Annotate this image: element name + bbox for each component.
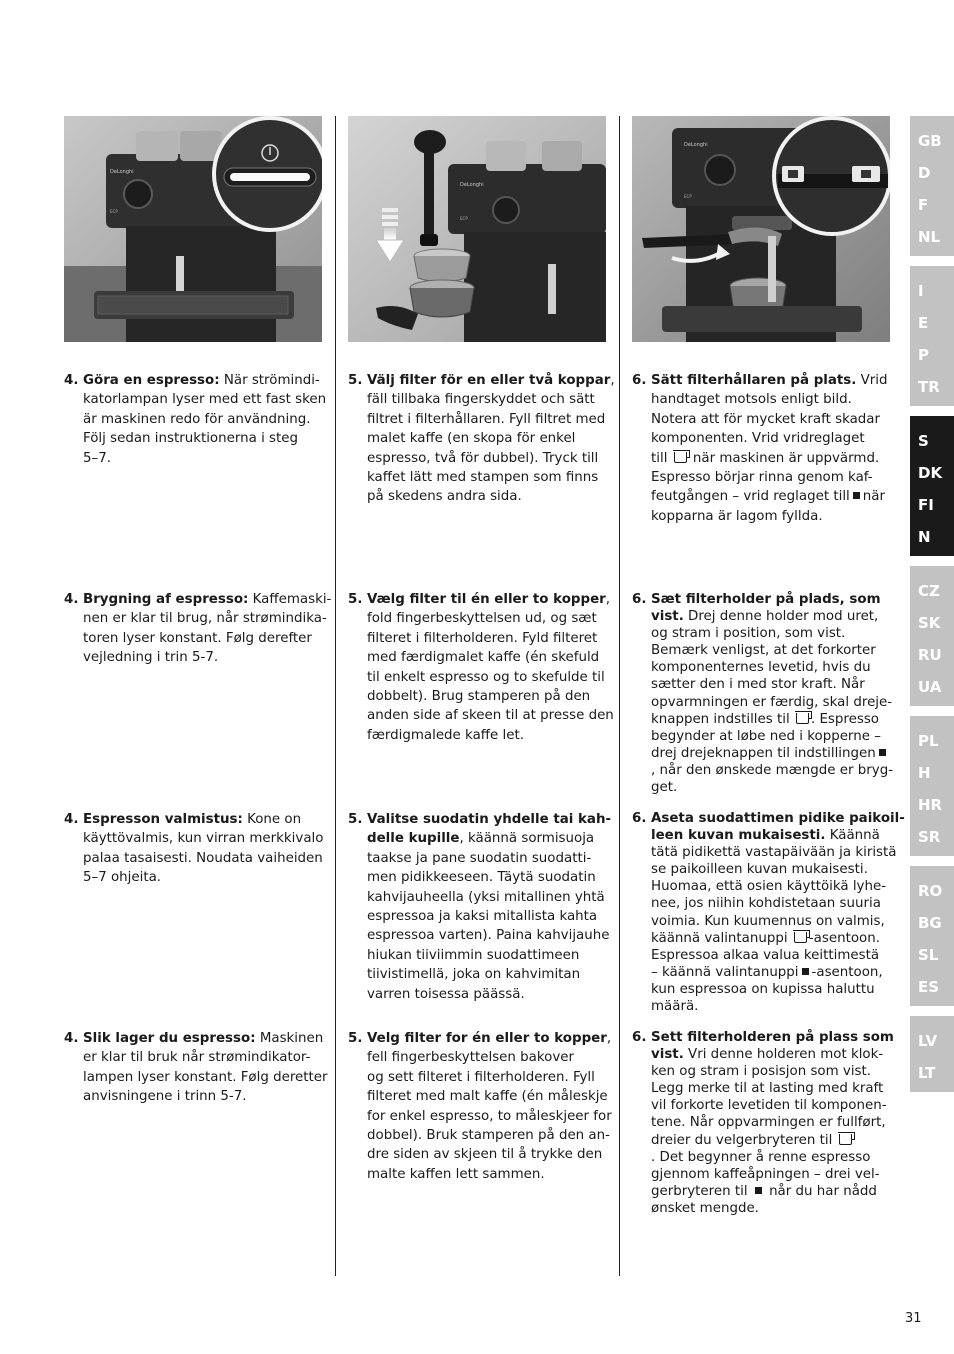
language-group — [910, 116, 954, 256]
text-run: – käännä valintanuppi — [651, 964, 799, 980]
text-run: begynder at løbe ned i kopperne – — [651, 728, 881, 744]
text-run: när maskinen är uppvärmd. — [688, 450, 880, 466]
text-run: get. — [651, 780, 678, 796]
text-line — [367, 810, 616, 829]
text-run: dobbelt). Brug stamperen på den — [367, 689, 591, 705]
coffee-cup-icon — [839, 1134, 852, 1145]
text-line — [83, 829, 332, 848]
text-run: Bemærk venligst, at det forkorter — [651, 643, 876, 659]
text-run: , — [605, 592, 611, 607]
text-line — [367, 609, 616, 628]
language-tab-p[interactable]: P — [918, 346, 929, 364]
step-number: 5. — [348, 1031, 363, 1046]
step4-photo — [64, 116, 322, 342]
step6-photo-brand: DeLonghi — [684, 142, 708, 148]
text-run: 5–7. — [83, 450, 111, 466]
step-5-fi — [348, 810, 616, 1004]
text-line — [83, 390, 332, 409]
text-line — [651, 507, 904, 526]
text-run: . Det begynner å renne espresso — [651, 1149, 871, 1165]
text-run: malte kaffen lett sammen. — [367, 1166, 545, 1182]
language-tab-lv[interactable]: LV — [918, 1032, 938, 1050]
bold-text: Sätt filterhållaren på plats. — [651, 373, 857, 388]
text-run: varren toisessa päässä. — [367, 986, 525, 1002]
language-tab-f[interactable]: F — [918, 196, 929, 214]
language-tab-ru[interactable]: RU — [918, 646, 942, 664]
text-run: lampen lyser konstant. Følg deretter — [83, 1069, 328, 1085]
bold-text: leen kuvan mukaisesti. — [651, 828, 826, 844]
text-run: När strömindi- — [219, 373, 320, 388]
text-run: dre siden av skjeen til å trykke den — [367, 1147, 603, 1163]
text-line — [367, 926, 616, 945]
text-run: kopparna är lagom fyllda. — [651, 508, 823, 524]
text-line — [367, 668, 616, 687]
language-group — [910, 1016, 954, 1092]
text-run: är maskinen redo för användning. — [83, 411, 311, 427]
step-6-fi — [632, 810, 904, 1015]
text-run: -asentoon, — [811, 964, 883, 980]
text-line — [83, 1029, 332, 1048]
text-run: fäll tillbaka fingerskyddet och sätt — [367, 392, 595, 408]
bold-text: Espresson valmistus: — [83, 812, 243, 827]
step-6-da — [632, 591, 904, 796]
text-run: Legg merke til at lasting med kraft — [651, 1081, 884, 1097]
text-line — [651, 449, 904, 468]
text-run: Kaffemaski- — [248, 592, 332, 607]
text-run: taakse ja pane suodatin suodatti- — [367, 850, 592, 866]
text-run: fold fingerbeskyttelsen ud, og sæt — [367, 611, 597, 627]
text-run: fell fingerbeskyttelsen bakover — [367, 1050, 574, 1066]
text-line — [651, 1029, 904, 1046]
text-line — [651, 429, 904, 448]
text-line — [651, 930, 904, 947]
text-line — [651, 1132, 904, 1149]
step-number: 6. — [632, 373, 647, 388]
text-line — [651, 779, 904, 796]
text-run: Notera att för mycket kraft skadar — [651, 411, 881, 427]
step5-photo — [348, 116, 606, 342]
text-line — [651, 913, 904, 930]
bold-text: Velg filter for én eller to kopper — [367, 1031, 607, 1046]
text-line — [83, 590, 332, 609]
text-line — [83, 868, 332, 887]
text-run: sætter den i med stor kraft. Når — [651, 677, 865, 693]
text-line — [651, 1200, 904, 1217]
text-line — [367, 946, 616, 965]
text-run: -asentoon. — [808, 930, 880, 946]
text-line — [651, 625, 904, 642]
text-line — [367, 487, 616, 506]
text-run: . Espresso — [810, 711, 879, 727]
text-run: , — [606, 1031, 612, 1046]
text-line — [367, 687, 616, 706]
step-number: 4. — [64, 592, 79, 607]
text-run: nee, jos niihin kohdistetaan suuria — [651, 896, 881, 912]
text-line — [367, 849, 616, 868]
text-line — [651, 947, 904, 964]
text-run: espressoa ja kaksi mitallista kahta — [367, 909, 598, 925]
text-run: Espresso börjar rinna genom kaf- — [651, 470, 873, 486]
text-line — [651, 981, 904, 998]
text-run: katorlampan lyser med ett fast sken — [83, 392, 327, 408]
step-6-sv — [632, 371, 904, 526]
text-line — [651, 1114, 904, 1131]
text-run: anvisningene i trinn 5-7. — [83, 1089, 247, 1105]
text-run: Kone on — [242, 812, 302, 827]
bold-text: Vælg filter til én eller to kopper — [367, 592, 606, 607]
step-text — [83, 810, 332, 888]
text-line — [367, 1126, 616, 1145]
text-run: feutgången – vrid reglaget till — [651, 489, 850, 505]
text-line — [367, 468, 616, 487]
text-run: käännä valintanuppi — [651, 930, 792, 946]
text-run: Maskinen — [255, 1031, 324, 1046]
text-run: gerbryteren til — [651, 1183, 752, 1199]
page-number: 31 — [905, 1311, 922, 1326]
text-line — [367, 1165, 616, 1184]
language-tab-nl[interactable]: NL — [918, 228, 941, 246]
text-run: er klar til bruk når strømindikator- — [83, 1050, 311, 1066]
text-line — [83, 1087, 332, 1106]
column-divider-2 — [619, 116, 620, 1276]
text-line — [651, 694, 904, 711]
step-text — [83, 371, 332, 468]
text-line — [367, 907, 616, 926]
text-line — [367, 429, 616, 448]
bold-text: Slik lager du espresso: — [83, 1031, 256, 1046]
text-run: till — [651, 450, 672, 466]
text-line — [651, 591, 904, 608]
language-group — [910, 416, 954, 556]
text-line — [367, 410, 616, 429]
text-line — [367, 726, 616, 745]
text-run: Vri denne holderen mot klok- — [683, 1047, 884, 1063]
text-line — [651, 844, 904, 861]
text-run: kahvijauheella (yksi mitallinen yhtä — [367, 889, 605, 905]
text-run: og sett filteret i filterholderen. Fyll — [367, 1069, 595, 1085]
text-run: på skedens andra sida. — [367, 489, 522, 505]
step5-photo-brand: DeLonghi — [460, 182, 484, 188]
step-text — [367, 1029, 616, 1184]
language-group — [910, 566, 954, 706]
step-number: 4. — [64, 1031, 79, 1046]
step-number: 6. — [632, 1030, 647, 1045]
step5-photo-model: ECP — [460, 216, 468, 221]
step-text — [651, 1029, 904, 1217]
coffee-cup-icon — [674, 452, 687, 463]
language-tab-pl[interactable]: PL — [918, 732, 939, 750]
text-line — [83, 449, 332, 468]
text-line — [651, 861, 904, 878]
language-tab-lt[interactable]: LT — [918, 1064, 936, 1082]
text-line — [651, 878, 904, 895]
text-line — [651, 468, 904, 487]
text-line — [651, 998, 904, 1015]
step-4-sv — [64, 371, 332, 468]
text-run: när — [862, 489, 885, 505]
text-run: voimia. Kun kuumennus on valmis, — [651, 913, 885, 929]
text-line — [367, 985, 616, 1004]
text-run: malet kaffe (en skopa för enkel — [367, 431, 576, 447]
square-icon — [755, 1187, 762, 1194]
text-run: dobbel). Bruk stamperen på den an- — [367, 1128, 610, 1144]
text-line — [367, 629, 616, 648]
text-run: Följ sedan instruktionerna i steg — [83, 431, 299, 447]
text-line — [651, 676, 904, 693]
text-line — [83, 1068, 332, 1087]
text-line — [367, 648, 616, 667]
text-run: ønsket mengde. — [651, 1200, 759, 1216]
step-text — [651, 371, 904, 526]
bold-text: vist. — [651, 1047, 684, 1063]
text-run: määrä. — [651, 999, 699, 1015]
step-number: 6. — [632, 811, 647, 826]
language-tab-e[interactable]: E — [918, 314, 929, 332]
language-tab-fi[interactable]: FI — [918, 496, 934, 514]
text-line — [651, 410, 904, 429]
language-tab-tr[interactable]: TR — [918, 378, 940, 396]
column-divider-1 — [335, 116, 336, 1276]
language-group — [910, 716, 954, 856]
text-run: komponenten. Vrid vridreglaget — [651, 431, 865, 447]
step-text — [367, 590, 616, 745]
text-line — [367, 371, 616, 390]
step-4-fi — [64, 810, 332, 888]
step4-photo-model: ECP — [110, 209, 118, 214]
step6-photo-model: ECP — [684, 194, 692, 199]
text-run: espressoa varten). Paina kahvijauhe — [367, 928, 610, 944]
text-run: når du har nådd — [764, 1183, 877, 1199]
language-tab-d[interactable]: D — [918, 164, 931, 182]
text-line — [651, 487, 904, 506]
step-number: 5. — [348, 592, 363, 607]
step-5-sv — [348, 371, 616, 507]
bold-text: Brygning af espresso: — [83, 592, 249, 607]
text-line — [367, 868, 616, 887]
text-run: med færdigmalet kaffe (én skefuld — [367, 650, 600, 666]
text-line — [367, 888, 616, 907]
language-tab-cz[interactable]: CZ — [918, 582, 940, 600]
text-line — [367, 706, 616, 725]
step-6-no — [632, 1029, 904, 1217]
text-line — [651, 642, 904, 659]
language-tab-sl[interactable]: SL — [918, 946, 939, 964]
text-line — [367, 390, 616, 409]
language-tab-gb[interactable]: GB — [918, 132, 942, 150]
text-line — [651, 1183, 904, 1200]
text-run: handtaget motsols enligt bild. — [651, 392, 852, 408]
text-run: filteret i filterholderen. Fyld filteret — [367, 630, 598, 646]
step-text — [83, 1029, 332, 1107]
text-line — [651, 1149, 904, 1166]
text-line — [83, 629, 332, 648]
text-line — [651, 711, 904, 728]
text-line — [651, 895, 904, 912]
text-line — [83, 648, 332, 667]
language-tab-es[interactable]: ES — [918, 978, 940, 996]
language-tab-ro[interactable]: RO — [918, 882, 943, 900]
step-text — [83, 590, 332, 668]
text-line — [367, 829, 616, 848]
text-line — [651, 1080, 904, 1097]
step-number: 5. — [348, 812, 363, 827]
step-text — [367, 810, 616, 1004]
text-run: filtret i filterhållaren. Fyll filtret med — [367, 411, 606, 427]
text-run: og stram i position, som vist. — [651, 626, 846, 642]
bold-text: Aseta suodattimen pidike paikoil- — [651, 811, 905, 826]
text-line — [83, 810, 332, 829]
text-line — [651, 964, 904, 981]
text-run: knappen indstilles til — [651, 711, 794, 727]
text-run: komponenternes levetid, hvis du — [651, 660, 871, 676]
bold-text: Valitse suodatin yhdelle tai kah- — [367, 812, 612, 827]
language-tab-h[interactable]: H — [918, 764, 931, 782]
text-run: Käännä — [825, 828, 880, 844]
text-line — [83, 371, 332, 390]
language-tab-i[interactable]: I — [918, 282, 924, 300]
text-run: kun espressoa on kupissa haluttu — [651, 981, 875, 997]
text-line — [83, 429, 332, 448]
text-line — [83, 849, 332, 868]
text-run: palaa tasaisesti. Noudata vaiheiden — [83, 850, 323, 866]
bold-text: Sæt filterholder på plads, som — [651, 592, 881, 607]
text-run: kaffet lätt med stampen som finns — [367, 470, 599, 486]
language-tab-ua[interactable]: UA — [918, 678, 942, 696]
text-run: nen er klar til brug, når strømindika- — [83, 611, 327, 627]
coffee-cup-icon — [794, 932, 807, 943]
text-run: vil forkorte levetiden til komponen- — [651, 1098, 887, 1114]
text-line — [367, 449, 616, 468]
text-line — [651, 371, 904, 390]
bold-text: Sett filterholderen på plass som — [651, 1030, 894, 1045]
step4-photo-brand: DeLonghi — [110, 169, 134, 175]
text-run: opvarmningen er færdig, skal dreje- — [651, 694, 893, 710]
text-run: toren lyser konstant. Følg derefter — [83, 630, 312, 646]
step-5-no — [348, 1029, 616, 1184]
text-run: dreier du velgerbryteren til — [651, 1132, 837, 1148]
step-4-da — [64, 590, 332, 668]
step-number: 4. — [64, 812, 79, 827]
text-line — [651, 1166, 904, 1183]
square-icon — [802, 968, 809, 975]
text-run: til enkelt espresso og to skefulde til — [367, 669, 605, 685]
text-line — [651, 728, 904, 745]
text-run: Drej denne holder mod uret, — [683, 609, 879, 625]
text-line — [367, 1068, 616, 1087]
text-line — [651, 762, 904, 779]
language-sidebar — [910, 116, 954, 1102]
text-run: hiukan tiiviimmin suodattimeen — [367, 947, 580, 963]
bold-text: Göra en espresso: — [83, 373, 220, 388]
language-tab-s[interactable]: S — [918, 432, 929, 450]
text-run: færdigmalede kaffe let. — [367, 727, 524, 743]
text-run: Huomaa, että osien käyttöikä lyhe- — [651, 879, 887, 895]
text-run: men pidikkeeseen. Täytä suodatin — [367, 870, 596, 886]
language-group — [910, 266, 954, 406]
text-line — [83, 410, 332, 429]
text-run: gjennom kaffeåpningen – drei vel- — [651, 1166, 880, 1182]
text-run: se paikoilleen kuvan mukaisesti. — [651, 862, 868, 878]
text-line — [367, 1087, 616, 1106]
step-number: 5. — [348, 373, 363, 388]
text-line — [367, 1107, 616, 1126]
step-4-no — [64, 1029, 332, 1107]
step-text — [651, 591, 904, 796]
text-line — [651, 608, 904, 625]
square-icon — [853, 492, 860, 499]
language-group — [910, 866, 954, 1006]
text-line — [367, 965, 616, 984]
text-run: tene. Når oppvarmingen er fullført, — [651, 1115, 886, 1131]
text-run: 5–7 ohjeita. — [83, 870, 162, 886]
text-line — [651, 1046, 904, 1063]
text-run: for enkel espresso, to måleskjeer for — [367, 1108, 612, 1124]
text-line — [83, 609, 332, 628]
step-number: 6. — [632, 592, 647, 607]
step-text — [367, 371, 616, 507]
text-line — [367, 1029, 616, 1048]
text-line — [651, 827, 904, 844]
text-run: filteret med malt kaffe (én måleskje — [367, 1089, 608, 1105]
text-line — [651, 810, 904, 827]
text-run: espresso, två för dubbel). Tryck till — [367, 450, 599, 466]
language-tab-dk[interactable]: DK — [918, 464, 943, 482]
bold-text: delle kupille — [367, 831, 460, 847]
text-line — [651, 745, 904, 762]
coffee-cup-icon — [796, 713, 809, 724]
language-tab-n[interactable]: N — [918, 528, 931, 546]
text-run: drej drejeknappen til indstillingen — [651, 745, 876, 761]
step6-photo — [632, 116, 890, 342]
text-run: tätä pidikettä vastapäivään ja kiristä — [651, 845, 897, 861]
step-number: 4. — [64, 373, 79, 388]
text-run: vejledning i trin 5-7. — [83, 650, 219, 666]
language-tab-sk[interactable]: SK — [918, 614, 941, 632]
square-icon — [879, 749, 886, 756]
text-line — [651, 1097, 904, 1114]
text-line — [367, 1048, 616, 1067]
bold-text: vist. — [651, 609, 684, 625]
text-run: anden side af skeen til at presse den — [367, 708, 614, 724]
step-text — [651, 810, 904, 1015]
text-run: ken og stram i posisjon som vist. — [651, 1064, 872, 1080]
text-run: Vrid — [856, 373, 888, 388]
text-line — [367, 590, 616, 609]
text-line — [83, 1048, 332, 1067]
text-run: , når den ønskede mængde er bryg- — [651, 762, 894, 778]
step-5-da — [348, 590, 616, 745]
text-line — [651, 659, 904, 676]
language-tab-bg[interactable]: BG — [918, 914, 942, 932]
text-run: , — [610, 373, 615, 388]
bold-text: Välj filter för en eller två koppar — [367, 373, 611, 388]
language-tab-sr[interactable]: SR — [918, 828, 941, 846]
text-run: , käännä sormisuoja — [459, 831, 595, 847]
text-run: käyttövalmis, kun virran merkkivalo — [83, 831, 324, 847]
language-tab-hr[interactable]: HR — [918, 796, 943, 814]
text-line — [367, 1145, 616, 1164]
text-line — [651, 390, 904, 409]
text-run: tiivistimellä, joka on kahvimitan — [367, 967, 581, 983]
text-run: Espressoa alkaa valua keittimestä — [651, 947, 880, 963]
text-line — [651, 1063, 904, 1080]
